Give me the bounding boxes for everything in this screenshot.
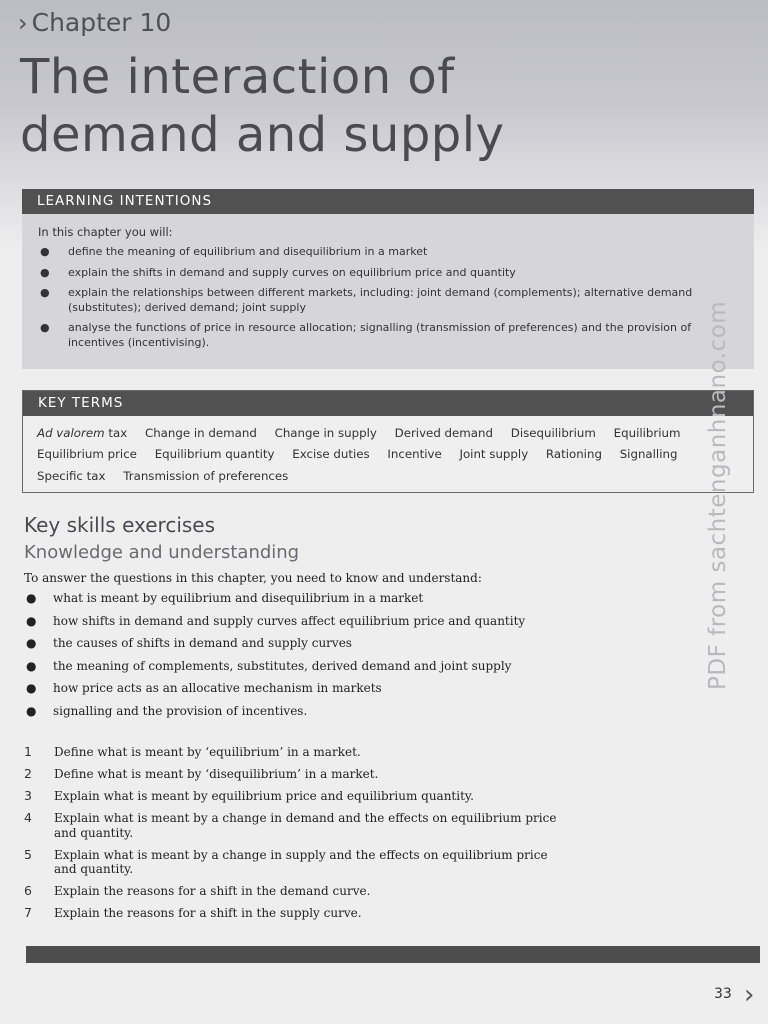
question-number: 5	[24, 846, 32, 862]
question-text: Explain what is meant by a change in demand and the effects on equilibrium price and quantity.	[54, 811, 557, 840]
key-term: Change in demand	[144, 426, 257, 440]
section-intro: To answer the questions in this chapter, you need to know and understand:	[24, 571, 482, 585]
list-item: ● how shifts in demand and supply curves affect equilibrium price and quantity	[26, 613, 526, 628]
learning-intentions-list	[36, 245, 748, 356]
footer-divider-bar	[26, 946, 760, 963]
learning-intentions-intro: In this chapter you will:	[38, 225, 173, 239]
bullet-icon: ●	[26, 636, 37, 650]
section-subheading: Knowledge and understanding	[24, 542, 300, 563]
key-term: Equilibrium quantity	[154, 447, 275, 461]
list-item: ● what is meant by equilibrium and disequilibrium in a market	[26, 591, 424, 605]
bullet-icon: ●	[26, 591, 37, 605]
key-terms-box	[22, 390, 754, 493]
key-term: Equilibrium price	[37, 447, 137, 461]
chapter-number: Chapter 10	[31, 8, 172, 37]
question-number: 1	[24, 744, 32, 759]
list-item: ● explain the relationships between different markets, including: joint demand (complements); alternative demand (substitutes); derived demand; joint supply	[40, 286, 693, 314]
question-number: 2	[24, 766, 32, 781]
page-number: 33	[714, 986, 732, 1002]
key-term: Specific tax	[37, 469, 106, 483]
list-item: ● the meaning of complements, substitutes, derived demand and joint supply	[26, 658, 512, 673]
bullet-icon: ●	[40, 321, 50, 334]
key-term: Joint supply	[459, 447, 529, 461]
key-term: Incentive	[387, 447, 442, 461]
learning-intentions-box	[22, 189, 754, 369]
list-item: ● signalling and the provision of incentives.	[26, 703, 308, 718]
question-item	[24, 884, 564, 899]
knowledge-list	[24, 591, 544, 726]
key-term: Derived demand	[394, 426, 493, 440]
question-number: 3	[24, 788, 32, 803]
chevron-right-icon: ›	[18, 9, 28, 37]
title-line-2: demand and supply	[20, 107, 505, 163]
list-item: ● explain the shifts in demand and supply curves on equilibrium price and quantity	[40, 265, 516, 279]
list-item: ● analyse the functions of price in resource allocation; signalling (transmission of preferences) and the provision of incentives (incentivising).	[40, 321, 692, 349]
question-number: 6	[24, 883, 32, 898]
title-line-1: The interaction of	[20, 49, 455, 105]
question-text: Explain the reasons for a shift in the supply curve.	[54, 906, 362, 920]
key-term: Excise duties	[292, 447, 370, 461]
question-item	[24, 789, 564, 804]
key-term: Equilibrium	[613, 426, 681, 440]
watermark: PDF from sachtenganhnano.com	[705, 300, 731, 690]
question-text: Explain what is meant by a change in supply and the effects on equilibrium price and quantity.	[54, 847, 548, 876]
chevron-right-icon[interactable]: ›	[744, 980, 755, 1010]
question-item	[24, 811, 564, 840]
question-item	[24, 745, 564, 760]
key-term: Disequilibrium	[510, 426, 596, 440]
question-text: Define what is meant by ‘disequilibrium’ in a market.	[54, 767, 379, 781]
question-item	[24, 906, 564, 921]
key-term: Change in supply	[274, 426, 377, 440]
key-terms-row-1	[37, 426, 695, 440]
bullet-icon: ●	[26, 613, 37, 628]
question-number: 4	[24, 810, 32, 825]
question-item	[24, 848, 564, 877]
list-item: ● how price acts as an allocative mechanism in markets	[26, 681, 382, 695]
chapter-label	[18, 8, 171, 37]
bullet-icon: ●	[26, 681, 37, 695]
page-title	[20, 48, 505, 164]
question-item	[24, 767, 564, 782]
question-list	[24, 745, 564, 928]
bullet-icon: ●	[26, 658, 37, 673]
key-term: Rationing	[545, 447, 602, 461]
key-term: Signalling	[619, 447, 678, 461]
question-text: Explain what is meant by equilibrium price and equilibrium quantity.	[54, 789, 474, 803]
list-item: ● define the meaning of equilibrium and disequilibrium in a market	[40, 245, 428, 258]
key-term: Transmission of preferences	[123, 469, 289, 483]
list-item: ● the causes of shifts in demand and supply curves	[26, 636, 352, 650]
question-text: Explain the reasons for a shift in the demand curve.	[54, 884, 371, 898]
key-term: Ad valorem tax	[37, 426, 128, 440]
key-terms-heading: KEY TERMS	[23, 391, 753, 416]
question-number: 7	[24, 905, 32, 920]
key-terms-row-2	[37, 447, 691, 461]
bullet-icon: ●	[26, 703, 37, 718]
key-terms-row-3	[37, 469, 302, 483]
bullet-icon: ●	[40, 286, 50, 299]
bullet-icon: ●	[40, 265, 50, 279]
bullet-icon: ●	[40, 245, 50, 258]
question-text: Define what is meant by ‘equilibrium’ in a market.	[54, 745, 361, 759]
learning-intentions-heading: LEARNING INTENTIONS	[22, 189, 754, 214]
section-heading: Key skills exercises	[24, 513, 216, 537]
